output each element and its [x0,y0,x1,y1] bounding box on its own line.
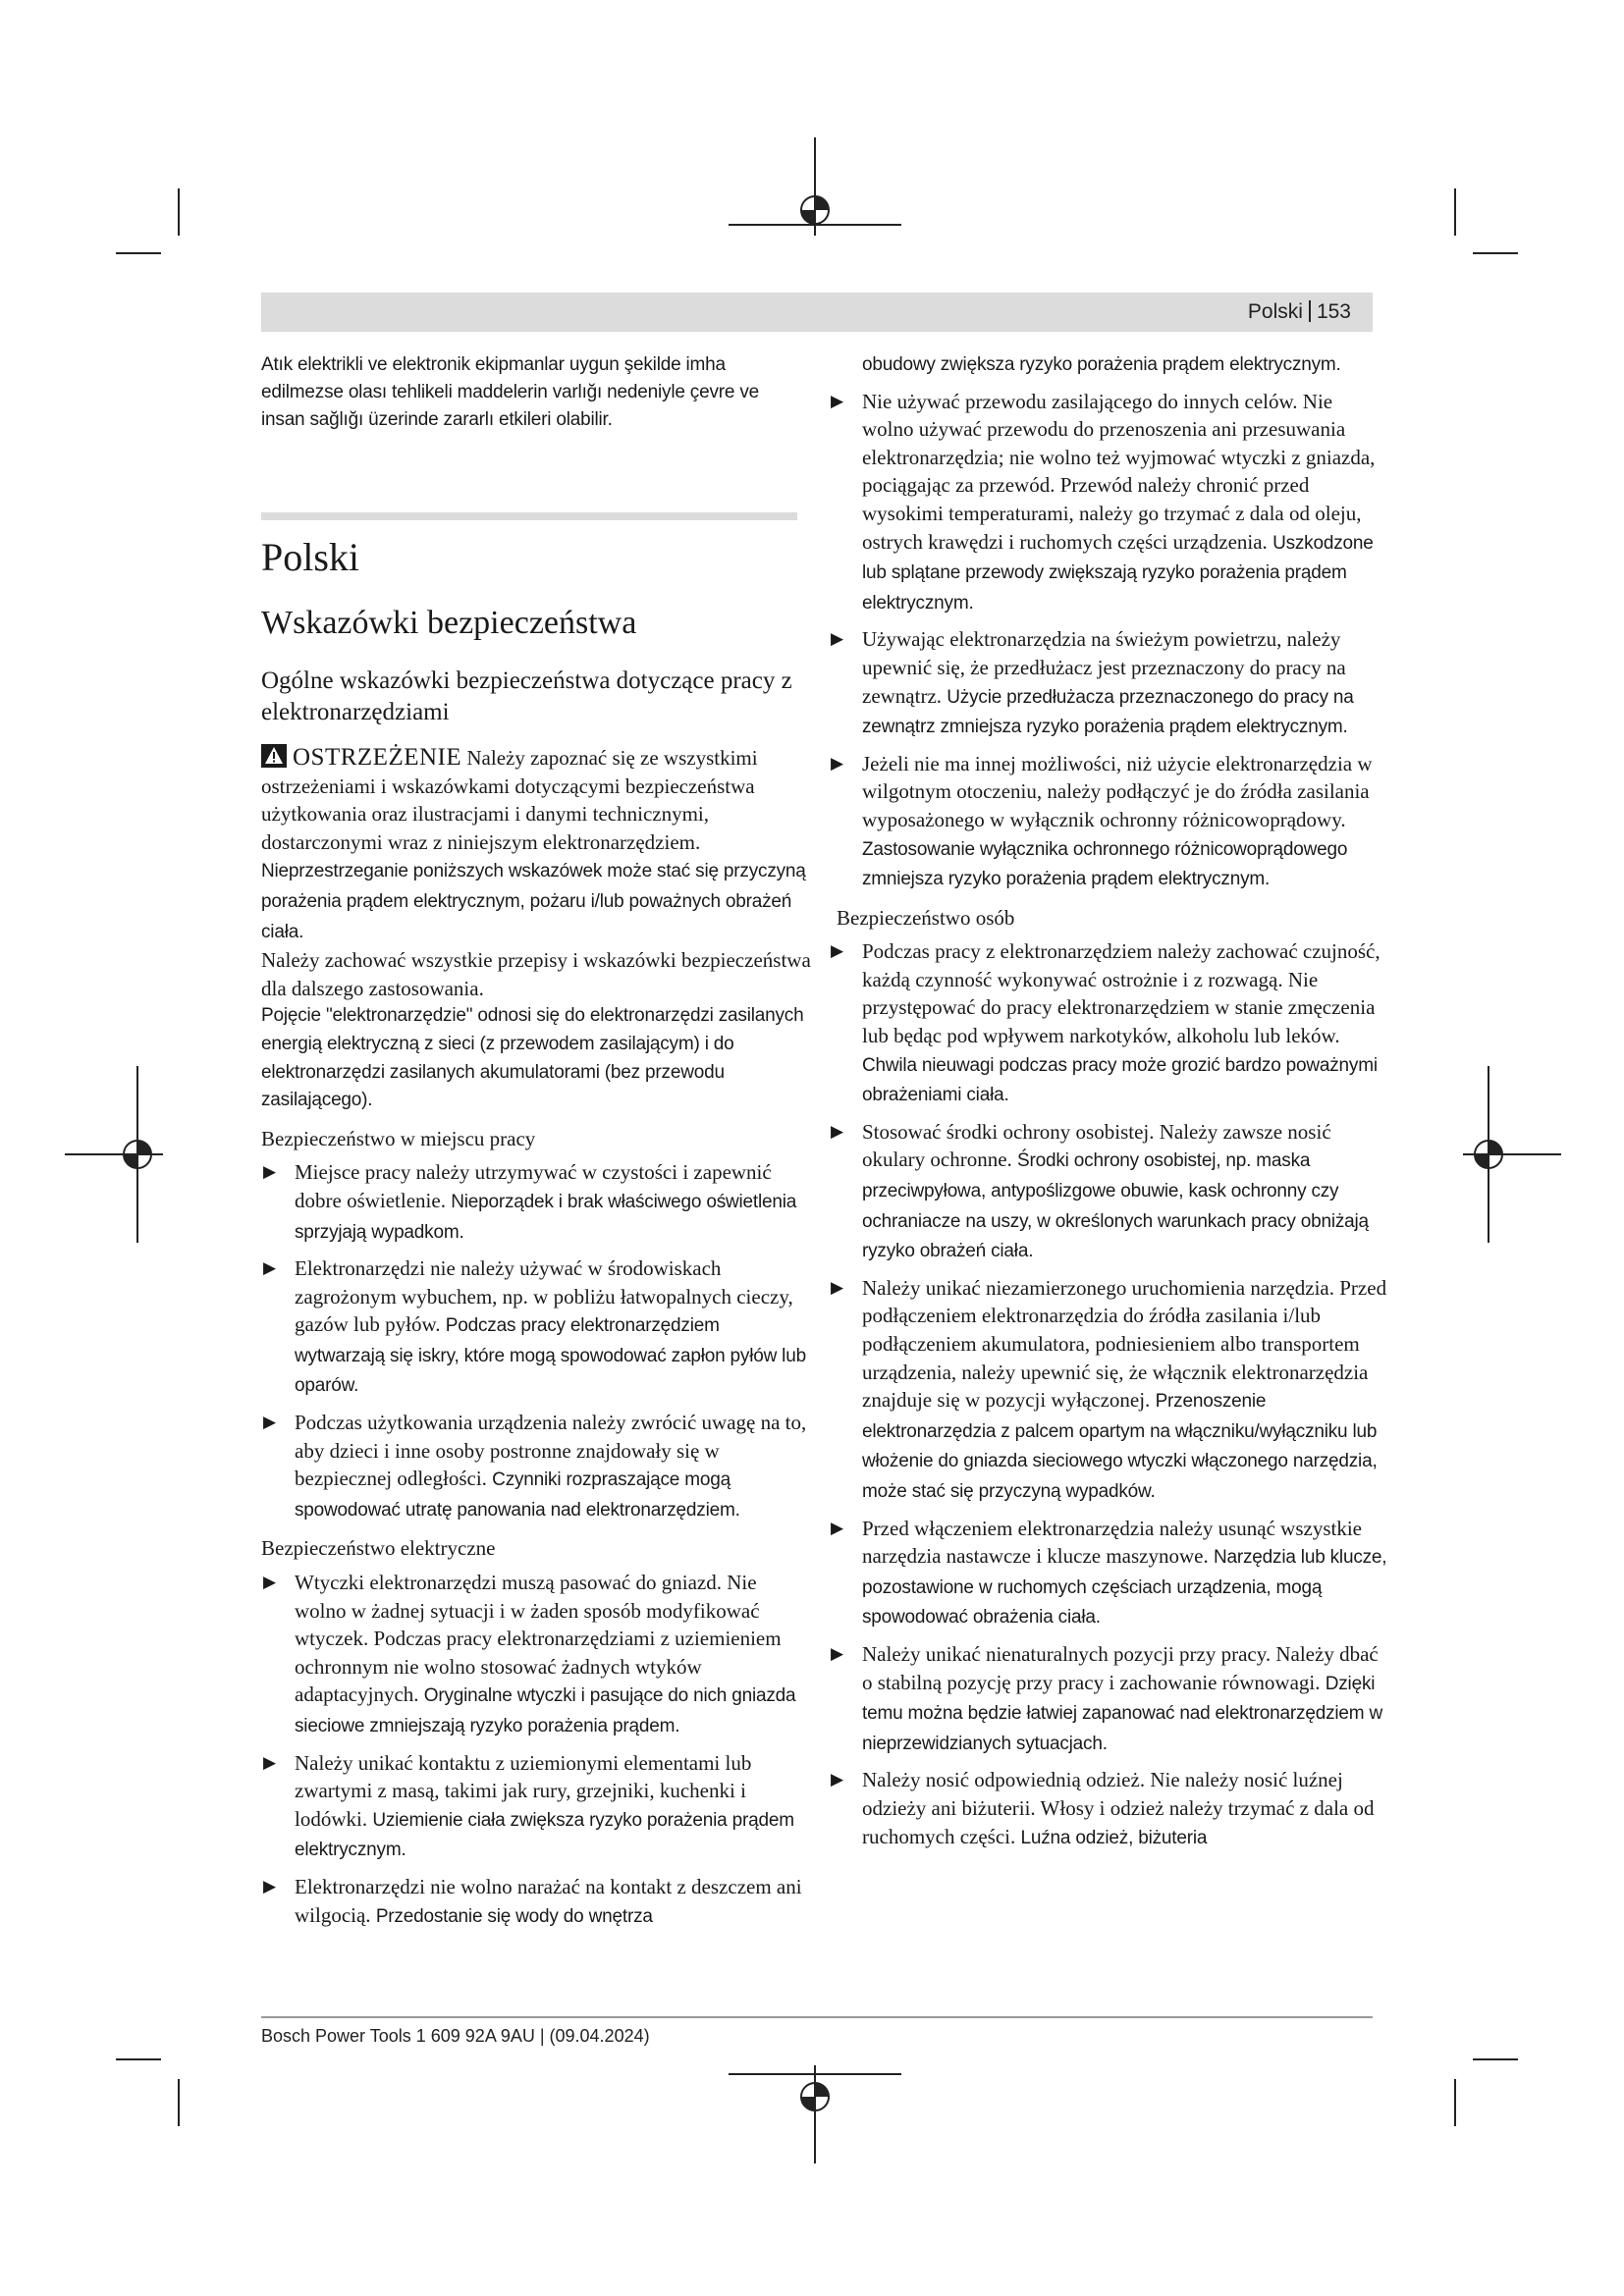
bullet-icon: ▶ [263,1876,277,1896]
list-item: ▶ Jeżeli nie ma innej możliwości, niż użycie elektronarzędzia w wilgotnym otoczeniu, należy podłączyć je do źródła zasilania wyposażonego w wyłącznik ochronny różnicowoprądowy. Zastosowanie wyłącznika ochronnego różnicowoprądowego zmniejsza ryzyko porażenia prądem elektrycznym. [831,751,1373,890]
registration-mark-top-icon [729,137,905,236]
list-item: ▶ Należy nosić odpowiednią odzież. Nie należy nosić luźnej odzieży ani biżuterii. Włosy i odzież należy trzymać z dala od ruchomych części. Luźna odzież, biżuteria [831,1768,1375,1848]
list-item: ▶ Podczas użytkowania urządzenia należy zwrócić uwagę na to, aby dzieci i inne osoby postronne znajdowały się w bezpiecznej odległości. Czynniki rozpraszające mogą spowodować utratę panowania nad elektronarzędziem. [263,1411,807,1521]
list-item: ▶ Stosować środki ochrony osobistej. Należy zawsze nosić okulary ochronne. Środki ochrony osobistej, np. maska przeciwpyłowa, antypoślizgowe obuwie, kask ochronny czy ochraniacze na uszy, w określonych warunkach pracy obniżają ryzyko obrażeń ciała. [831,1119,1369,1262]
bullet-icon: ▶ [263,1573,277,1592]
warning-paragraph [261,744,811,946]
bullet-icon: ▶ [831,1121,844,1141]
keep-instructions: Należy zachować wszystkie przepisy i wskazówki bezpieczeństwa dla dalszego zastosowania. [261,948,811,1000]
footer-divider [261,2016,1373,2018]
page-title: Polski [261,535,360,579]
page-footer: Bosch Power Tools 1 609 92A 9AU | (09.04.2024) [261,2026,650,2046]
workplace-heading: Bezpieczeństwo w miejscu pracy [261,1126,536,1150]
header-language: Polski [1247,300,1303,323]
crop-mark-bottom-right-h [1473,2058,1518,2060]
header-text [1248,293,1373,332]
list-item: ▶ Przed włączeniem elektronarzędzia należy usunąć wszystkie narzędzia nastawcze i klucze maszynowe. Narzędzia lub klucze, pozostawione w ruchomych częściach urządzenia, mogą spowodować obrażenia ciała. [831,1516,1387,1629]
registration-mark-left-icon [65,1066,163,1243]
bullet-icon: ▶ [831,1518,844,1537]
list-item: ▶ Nie używać przewodu zasilającego do innych celów. Nie wolno używać przewodu do przenoszenia ani przesuwania elektronarzędzia; nie wolno też wyjmować wtyczki z gniazda, pociągając za przewód. Przewód należy chronić przed wysokimi temperaturami, należy go trzymać z dala od oleju, ostrych krawędzi i ruchomych części urządzenia. Uszkodzone lub splątane przewody zwiększają ryzyko porażenia prądem elektrycznym. [831,389,1376,614]
warning-triangle-icon [261,744,287,768]
bullet-icon: ▶ [831,391,844,410]
electrical-heading: Bezpieczeństwo elektryczne [261,1536,496,1561]
workplace-list [261,1158,811,1524]
list-item: ▶ Podczas pracy z elektronarzędziem należy zachować czujność, każdą czynność wykonywać ostrożnie i z rozwagą. Nie przystępować do pracy elektronarzędziem w stanie zmęczenia lub będąc pod wpływem narkotyków, alkoholu lub leków. Chwila nieuwagi podczas pracy może grozić bardzo poważnymi obrażeniami ciała. [831,939,1380,1106]
list-item: ▶ Należy unikać niezamierzonego uruchomienia narzędzia. Przed podłączeniem elektronarzędzia do źródła zasilania i/lub podłączeniem akumulatora, podniesieniem albo transportem urządzenia, należy upewnić się, że włącznik elektronarzędzia znajduje się w pozycji wyłączonej. Przenoszenie elektronarzędzia z palcem opartym na włączniku/wyłączniku lub włożenie do gniazda sieciowego wtyczki włączonego narzędzia, może stać się przyczyną wypadków. [831,1275,1387,1502]
warning-label: OSTRZEŻENIE [293,744,462,771]
crop-mark-bottom-left-v [178,2079,180,2126]
bullet-icon: ▶ [263,1752,277,1772]
crop-mark-bottom-right-v [1454,2079,1456,2126]
electrical-list [261,1569,811,1931]
warning-sans-text: Nieprzestrzeganie poniższych wskazówek może stać się przyczyną porażenia prądem elektrycznym, pożaru i/lub poważnych obrażeń ciała. [261,861,806,942]
continuation-text: obudowy zwiększa ryzyko porażenia prądem elektrycznym. [862,354,1341,375]
list-item: ▶ Elektronarzędzi nie należy używać w środowiskach zagrożonym wybuchem, np. w pobliżu łatwopalnych cieczy, gazów lub pyłów. Podczas pracy elektronarzędziem wytwarzają się iskry, które mogą spowodować zapłon pyłów lub oparów. [263,1256,806,1397]
list-item: ▶ Należy unikać nienaturalnych pozycji przy pracy. Należy dbać o stabilną pozycję przy pracy i zachowanie równowagi. Dzięki temu można będzie łatwiej zapanować nad elektronarzędziem w nieprzewidzianych sytuacjach. [831,1641,1382,1754]
bullet-icon: ▶ [831,629,844,649]
crop-mark-top-left-h [116,252,161,254]
section-title: Wskazówki bezpieczeństwa [261,605,637,641]
registration-mark-right-icon [1463,1066,1561,1243]
section-divider [261,512,797,520]
page-header [261,293,1373,332]
subsection-title: Ogólne wskazówki bezpieczeństwa dotyczące pracy z elektronarzędziami [261,667,792,725]
bullet-icon: ▶ [263,1162,277,1182]
right-column [831,351,1388,1860]
bullet-icon: ▶ [263,1413,277,1432]
turkish-paragraph: Atık elektrikli ve elektronik ekipmanlar uygun şekilde imha edilmezse olası tehlikeli maddelerin varlığı nedeniyle çevre ve insan sağlığı üzerinde zararlı etkileri olabilir. [261,354,759,430]
bullet-icon: ▶ [831,1643,844,1663]
bullet-icon: ▶ [831,941,844,961]
crop-mark-top-left-v [178,188,180,236]
crop-mark-top-right-v [1454,188,1456,236]
list-item: ▶ Używając elektronarzędzia na świeżym powietrzu, należy upewnić się, że przedłużacz jest przeznaczony do pracy na zewnątrz. Użycie przedłużacza przeznaczonego do pracy na zewnątrz zmniejsza ryzyko porażenia prądem elektrycznym. [831,627,1354,738]
registration-mark-bottom-icon [729,2065,905,2163]
header-page-number: 153 [1316,300,1351,323]
bullet-icon: ▶ [831,1770,844,1789]
list-item: ▶ Należy unikać kontaktu z uziemionymi elementami lub zwartymi z masą, takimi jak rury, grzejniki, kuchenki i lodówki. Uziemienie ciała zwiększa ryzyko porażenia prądem elektrycznym. [263,1750,794,1861]
electrical-list-continued [829,388,1388,894]
list-item: ▶ Wtyczki elektronarzędzi muszą pasować do gniazd. Nie wolno w żadnej sytuacji i w żaden sposób modyfikować wtyczek. Podczas pracy elektronarzędziami z uziemieniem ochronnym nie wolno stosować żadnych wtyków adaptacyjnych. Oryginalne wtyczki i pasujące do nich gniazda sieciowe zmniejszają ryzyko porażenia prądem. [263,1571,796,1736]
bullet-icon: ▶ [263,1258,277,1278]
crop-mark-bottom-left-h [116,2058,161,2060]
crop-mark-top-right-h [1473,252,1518,254]
bullet-icon: ▶ [831,1277,844,1297]
warning-serif-text: Należy zapoznać się ze wszystkimi ostrzeżeniami i wskazówkami dotyczącymi bezpieczeństwa użytkowania oraz ilustracjami i danymi technicznymi, dostarczonymi wraz z niniejszym elektronarzędziem. [261,746,758,854]
personal-list [829,937,1388,1852]
list-item: ▶ Elektronarzędzi nie wolno narażać na kontakt z deszczem ani wilgocią. Przedostanie się wody do wnętrza [263,1874,802,1927]
left-column [261,351,811,1939]
personal-heading: Bezpieczeństwo osób [837,905,1015,930]
definition-paragraph: Pojęcie "elektronarzędzie" odnosi się do elektronarzędzi zasilanych energią elektryczną z sieci (z przewodem zasilającym) i do elektronarzędzi zasilanych akumulatorami (bez przewodu zasilającego). [261,1005,804,1111]
bullet-icon: ▶ [831,753,844,773]
list-item: ▶ Miejsce pracy należy utrzymywać w czystości i zapewnić dobre oświetlenie. Nieporządek i brak właściwego oświetlenia sprzyjają wypadkom. [263,1160,797,1243]
